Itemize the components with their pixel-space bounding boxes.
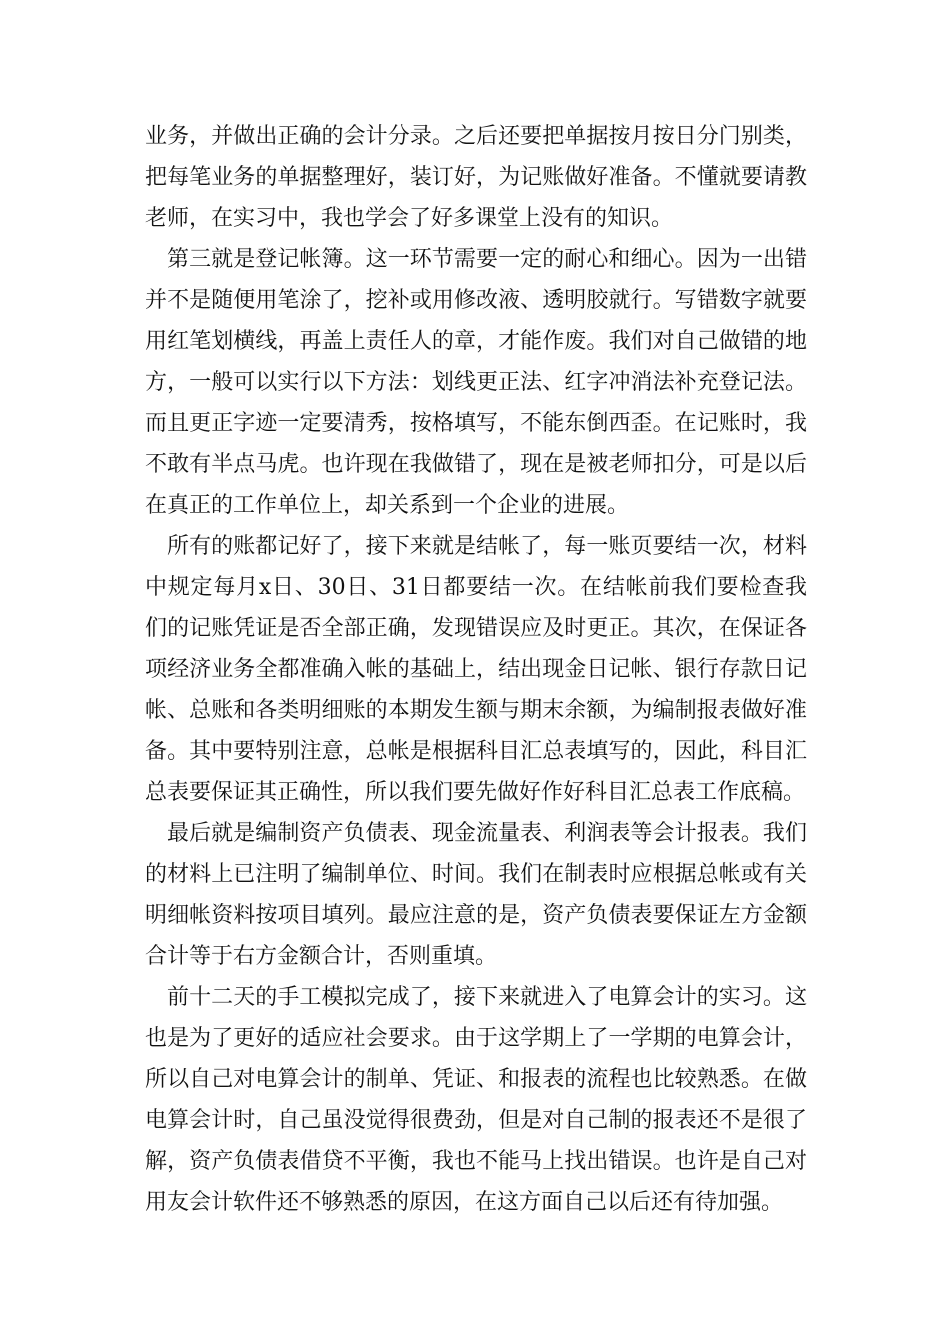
- document-body: [145, 116, 807, 1223]
- paragraph-financial-statements: 最后就是编制资产负债表、现金流量表、利润表等会计报表。我们的材料上已注明了编制单位、时间。我们在制表时应根据总帐或有关明细帐资料按项目填列。最应注意的是，资产负债表要保证左方金额合计等于右方金额合计，否则重填。: [145, 821, 807, 969]
- paragraph-computerized-accounting: 前十二天的手工模拟完成了，接下来就进入了电算会计的实习。这也是为了更好的适应社会要求。由于这学期上了一学期的电算会计，所以自己对电算会计的制单、凭证、和报表的流程也比较熟悉。在做电算会计时，自己虽没觉得很费劲，但是对自己制的报表还不是很了解，资产负债表借贷不平衡，我也不能马上找出错误。也许是自己对用友会计软件还不够熟悉的原因，在这方面自己以后还有待加强。: [145, 985, 807, 1215]
- paragraph-continuation: 业务，并做出正确的会计分录。之后还要把单据按月按日分门别类，把每笔业务的单据整理好，装订好，为记账做好准备。不懂就要请教老师，在实习中，我也学会了好多课堂上没有的知识。: [145, 124, 807, 231]
- paragraph-closing-accounts: 所有的账都记好了，接下来就是结帐了，每一账页要结一次，材料中规定每月x日、30日、31日都要结一次。在结帐前我们要检查我们的记账凭证是否全部正确，发现错误应及时更正。其次，在保证各项经济业务全都准确入帐的基础上，结出现金日记帐、银行存款日记帐、总账和各类明细账的本期发生额与期末余额，为编制报表做好准备。其中要特别注意，总帐是根据科目汇总表填写的，因此，科目汇总表要保证其正确性，所以我们要先做好作好科目汇总表工作底稿。: [145, 534, 807, 805]
- paragraph-ledger-registration: 第三就是登记帐簿。这一环节需要一定的耐心和细心。因为一出错并不是随便用笔涂了，挖补或用修改液、透明胶就行。写错数字就要用红笔划横线，再盖上责任人的章，才能作废。我们对自己做错的地方，一般可以实行以下方法：划线更正法、红字冲消法补充登记法。而且更正字迹一定要清秀，按格填写，不能东倒西歪。在记账时，我不敢有半点马虎。也许现在我做错了，现在是被老师扣分，可是以后在真正的工作单位上，却关系到一个企业的进展。: [145, 247, 807, 518]
